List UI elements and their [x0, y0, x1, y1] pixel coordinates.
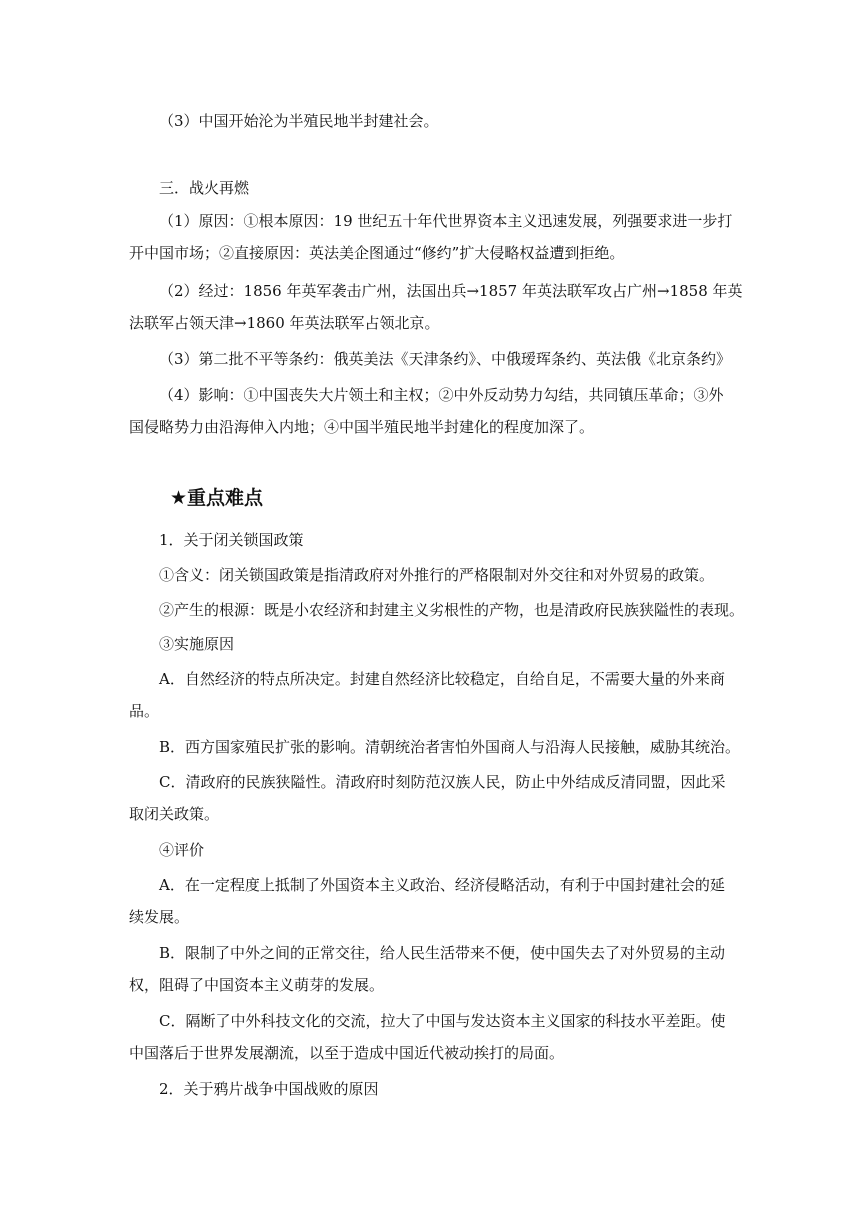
- key-eval-b-line2: 权，阻碍了中国资本主义萌芽的发展。: [129, 976, 385, 994]
- key-eval-c-line2: 中国落后于世界发展潮流，以至于造成中国近代被动挨打的局面。: [129, 1044, 565, 1062]
- key-item1-reasons-title: ③实施原因: [159, 635, 235, 653]
- section3-impact-line1: （4）影响：①中国丧失大片领土和主权；②中外反动势力勾结，共同镇压革命；③外: [159, 386, 724, 404]
- key-eval-c-line1: C．隔断了中外科技文化的交流，拉大了中国与发达资本主义国家的科技水平差距。使: [159, 1012, 726, 1030]
- key-item1-meaning: ①含义：闭关锁国政策是指清政府对外推行的严格限制对外交往和对外贸易的政策。: [159, 566, 715, 584]
- key-item1-root: ②产生的根源：既是小农经济和封建主义劣根性的产物，也是清政府民族狭隘性的表现。: [159, 601, 745, 619]
- key-reason-b: B．西方国家殖民扩张的影响。清朝统治者害怕外国商人与沿海人民接触，威胁其统治。: [159, 738, 741, 756]
- key-reason-a-line1: A．自然经济的特点所决定。封建自然经济比较稳定，自给自足，不需要大量的外来商: [159, 670, 725, 688]
- section3-treaties: （3）第二批不平等条约：俄英美法《天津条约》、中俄瑷珲条约、英法俄《北京条约》: [159, 350, 732, 368]
- key-eval-a-line2: 续发展。: [129, 908, 190, 926]
- key-eval-b-line1: B．限制了中外之间的正常交往，给人民生活带来不便，使中国失去了对外贸易的主动: [159, 944, 726, 962]
- section3-title: 三．战火再燃: [159, 179, 250, 197]
- section2-point3: （3）中国开始沦为半殖民地半封建社会。: [159, 112, 439, 130]
- key-item1-title: 1．关于闭关锁国政策: [159, 531, 304, 549]
- section3-cause-line2: 开中国市场；②直接原因：英法美企图通过“修约”扩大侵略权益遭到拒绝。: [129, 244, 625, 262]
- section3-process-line2: 法联军占领天津→1860 年英法联军占领北京。: [129, 314, 440, 332]
- section3-process-line1: （2）经过：1856 年英军袭击广州，法国出兵→1857 年英法联军攻占广州→1858 年英: [159, 282, 743, 300]
- section3-impact-line2: 国侵略势力由沿海伸入内地；④中国半殖民地半封建化的程度加深了。: [129, 418, 595, 436]
- key-item2-title: 2．关于鸦片战争中国战败的原因: [159, 1080, 379, 1098]
- key-reason-c-line2: 取闭关政策。: [129, 805, 220, 823]
- key-eval-a-line1: A．在一定程度上抵制了外国资本主义政治、经济侵略活动，有利于中国封建社会的延: [159, 876, 725, 894]
- key-reason-a-line2: 品。: [129, 702, 160, 720]
- key-points-heading: ★重点难点: [170, 487, 264, 509]
- section3-cause-line1: （1）原因：①根本原因：19 世纪五十年代世界资本主义迅速发展，列强要求进一步打: [159, 212, 733, 230]
- key-reason-c-line1: C．清政府的民族狭隘性。清政府时刻防范汉族人民，防止中外结成反清同盟，因此采: [159, 773, 726, 791]
- key-eval-title: ④评价: [159, 841, 205, 859]
